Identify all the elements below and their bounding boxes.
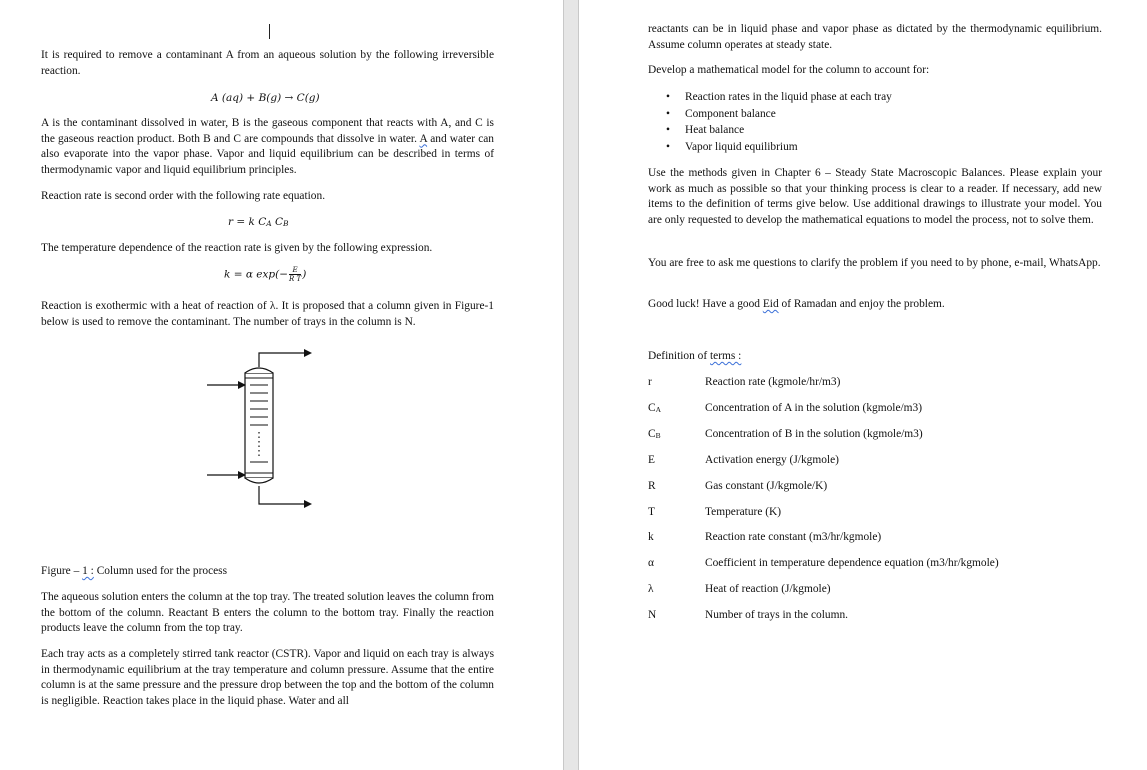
top-outlet-line [259, 353, 304, 367]
spelling-flag[interactable]: 1 : [82, 565, 94, 577]
fraction-e-over-rt: $\frac{E}{\text{R T}}$ [289, 266, 302, 283]
paragraph-good-luck: Good luck! Have a good Eid of Ramadan and enjoy the problem. [648, 298, 945, 310]
top-outlet-arrow [304, 349, 312, 357]
paragraph-cstr: Each tray acts as a completely stirred tank reactor (CSTR). Vapor and liquid on each tray is always in thermodynamic equilibrium at the tray temperature and column pressure. Assume that the entire column is at the same pressure and the pressure drop between the top and the bottom of the column is negligible. Reaction takes place in the liquid phase. Water and all [41, 648, 494, 707]
definition-description: Gas constant (J/kgmole/K) [705, 479, 828, 492]
definition-description: Temperature (K) [705, 505, 782, 518]
definition-symbol: k [648, 531, 654, 544]
paragraph-continuation: reactants can be in liquid phase and vapor phase as dictated by the thermodynamic equilibrium. Assume column operates at steady state. [648, 23, 1102, 51]
definitions-heading: Definition of terms : [648, 350, 742, 362]
paragraph-methods: Use the methods given in Chapter 6 – Steady State Macroscopic Balances. Please explain your work as much as possible so that your thinking process is clear to a reader. If necessary, add new items to the definition of terms give below. Use additional drawings to illustrate your model. You are only requested to develop the mathematical equations to model the process, not to solve them. [648, 167, 1102, 226]
definition-symbol: N [648, 609, 657, 622]
definition-symbol: λ [648, 583, 654, 596]
equation-rate: r = k CA CB [228, 216, 289, 228]
bottom-outlet-line [259, 486, 304, 504]
definition-symbol: E [648, 453, 655, 466]
paragraph-temperature: The temperature dependence of the reaction rate is given by the following expression. [41, 242, 433, 254]
column-top-head [245, 368, 273, 373]
paragraph-species: A is the contaminant dissolved in water, B is the gaseous component that reacts with A, and C is the gaseous reaction product. Both B and C are compounds that dissolve in water. A and water can also evaporate into the vapor phase. Vapor and liquid equilibrium can be described in terms of thermodynamic vapor and liquid equilibrium principles. [41, 117, 495, 176]
spelling-flag[interactable]: terms : [710, 350, 742, 362]
list-item: • Vapor liquid equilibrium [666, 141, 798, 154]
definition-description: Heat of reaction (J/kgmole) [705, 583, 831, 596]
requirements-list [666, 89, 1085, 156]
paragraph-intro: It is required to remove a contaminant A from an aqueous solution by the following irreversible reaction. [41, 49, 494, 77]
definition-symbol: T [648, 505, 655, 518]
document-page-right[interactable] [579, 0, 1147, 770]
definition-symbol: α [648, 557, 654, 570]
bottom-outlet-arrow [304, 500, 312, 508]
column-bottom-head [245, 478, 273, 483]
definition-description: Concentration of B in the solution (kgmole/m3) [705, 427, 923, 440]
definition-description: Reaction rate (kgmole/hr/m3) [705, 376, 841, 388]
paragraph-flow: The aqueous solution enters the column at the top tray. The treated solution leaves the column from the bottom of the column. Reactant B enters the column to the bottom tray. Finally the reaction products leave the column from the top tray. [41, 591, 494, 635]
column-figure [200, 345, 315, 515]
text-cursor [269, 24, 270, 39]
paragraph-contact: You are free to ask me questions to clarify the problem if you need to by phone, e-mail, WhatsApp. [648, 257, 1101, 269]
definition-description: Activation energy (J/kgmole) [705, 453, 839, 466]
definition-description: Coefficient in temperature dependence equation (m3/hr/kgmole) [705, 557, 999, 570]
definition-description: Number of trays in the column. [705, 609, 848, 622]
definition-description: Reaction rate constant (m3/hr/kgmole) [705, 531, 882, 544]
definition-symbol: CA [648, 401, 662, 414]
equation-reaction: A (aq) + B(g) → C(g) [211, 92, 320, 104]
equation-arrhenius: k = α exp(− $\frac{E}{\text{R T}}$ ) [224, 266, 307, 283]
definition-symbol: r [648, 376, 652, 388]
list-item: • Reaction rates in the liquid phase at each tray [666, 91, 892, 103]
page-gutter [563, 0, 579, 770]
document-page-left[interactable] [0, 0, 563, 770]
paragraph-rate: Reaction rate is second order with the following rate equation. [41, 190, 326, 202]
list-item: • Heat balance [666, 124, 745, 137]
definition-symbol: R [648, 479, 656, 492]
list-item: • Component balance [666, 107, 776, 120]
figure-caption: Figure – 1 : Column used for the process [41, 565, 228, 577]
definition-symbol: CB [648, 427, 661, 440]
spelling-flag[interactable]: Eid [762, 298, 779, 310]
paragraph-develop: Develop a mathematical model for the column to account for: [648, 64, 930, 76]
spelling-flag[interactable]: A [419, 132, 428, 145]
definition-description: Concentration of A in the solution (kgmole/m3) [705, 401, 923, 414]
paragraph-exothermic: Reaction is exothermic with a heat of reaction of λ. It is proposed that a column given in Figure-1 below is used to remove the contaminant. The number of trays in the column is N. [41, 300, 494, 328]
